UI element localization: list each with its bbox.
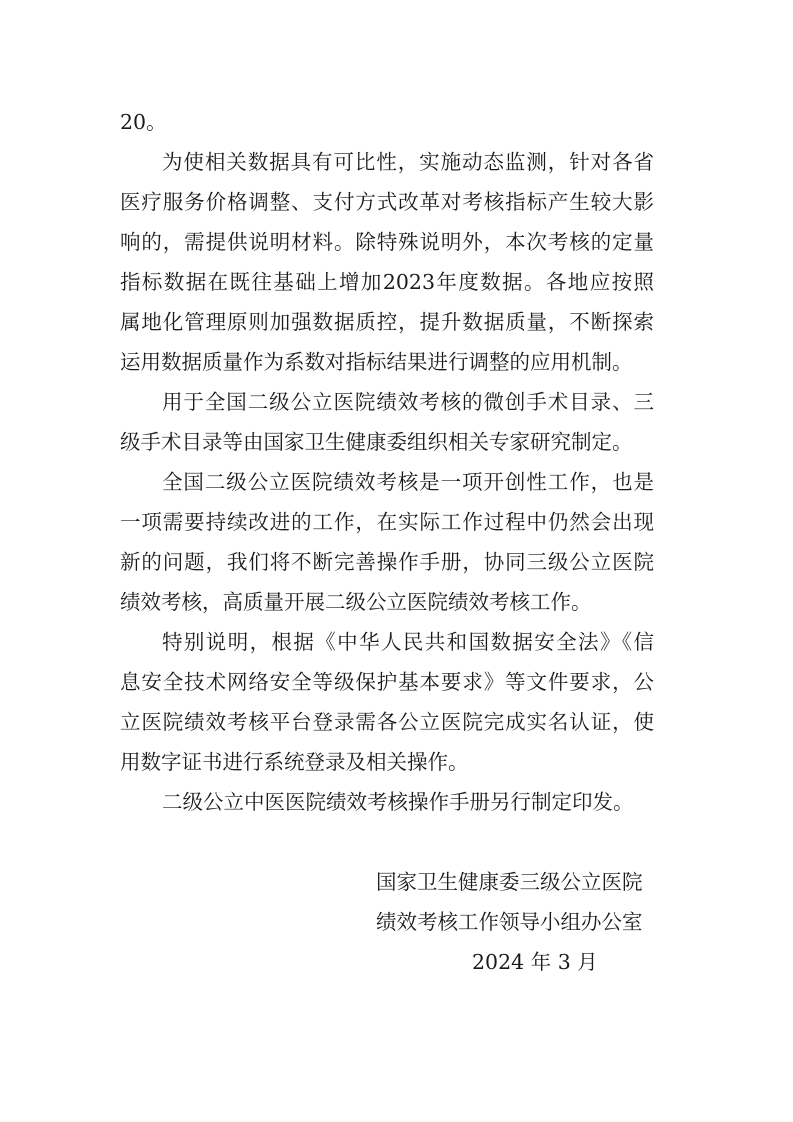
paragraph-line: 20。 [120, 110, 167, 134]
paragraph-line: 绩效考核，高质量开展二级公立医院绩效考核工作。 [120, 590, 592, 614]
paragraph-line: 一项需要持续改进的工作，在实际工作过程中仍然会出现 [120, 510, 654, 534]
paragraph-line: 运用数据质量作为系数对指标结果进行调整的应用机制。 [120, 350, 633, 374]
paragraph-line: 属地化管理原则加强数据质控，提升数据质量，不断探索 [120, 310, 654, 334]
paragraph-line: 特别说明，根据《中华人民共和国数据安全法》《信 [162, 630, 654, 654]
paragraph-line: 息安全技术网络安全等级保护基本要求》等文件要求，公 [120, 670, 654, 694]
signature-date: 2024 年 3 月 [472, 950, 598, 974]
signature-org-line1: 国家卫生健康委三级公立医院 [376, 870, 643, 894]
paragraph-line: 二级公立中医医院绩效考核操作手册另行制定印发。 [162, 790, 634, 814]
paragraph-line: 用于全国二级公立医院绩效考核的微创手术目录、三 [162, 390, 654, 414]
paragraph-line: 用数字证书进行系统登录及相关操作。 [120, 750, 469, 774]
signature-org-line2: 绩效考核工作领导小组办公室 [376, 910, 643, 934]
paragraph-line: 指标数据在既往基础上增加2023年度数据。各地应按照 [120, 270, 654, 294]
paragraph-line: 新的问题，我们将不断完善操作手册，协同三级公立医院 [120, 550, 654, 574]
paragraph-line: 医疗服务价格调整、支付方式改革对考核指标产生较大影 [120, 190, 654, 214]
paragraph-line: 全国二级公立医院绩效考核是一项开创性工作，也是 [162, 470, 654, 494]
paragraph-line: 级手术目录等由国家卫生健康委组织相关专家研究制定。 [120, 430, 633, 454]
paragraph-line: 响的，需提供说明材料。除特殊说明外，本次考核的定量 [120, 230, 654, 254]
paragraph-line: 为使相关数据具有可比性，实施动态监测，针对各省 [162, 150, 654, 174]
paragraph-line: 立医院绩效考核平台登录需各公立医院完成实名认证，使 [120, 710, 654, 734]
